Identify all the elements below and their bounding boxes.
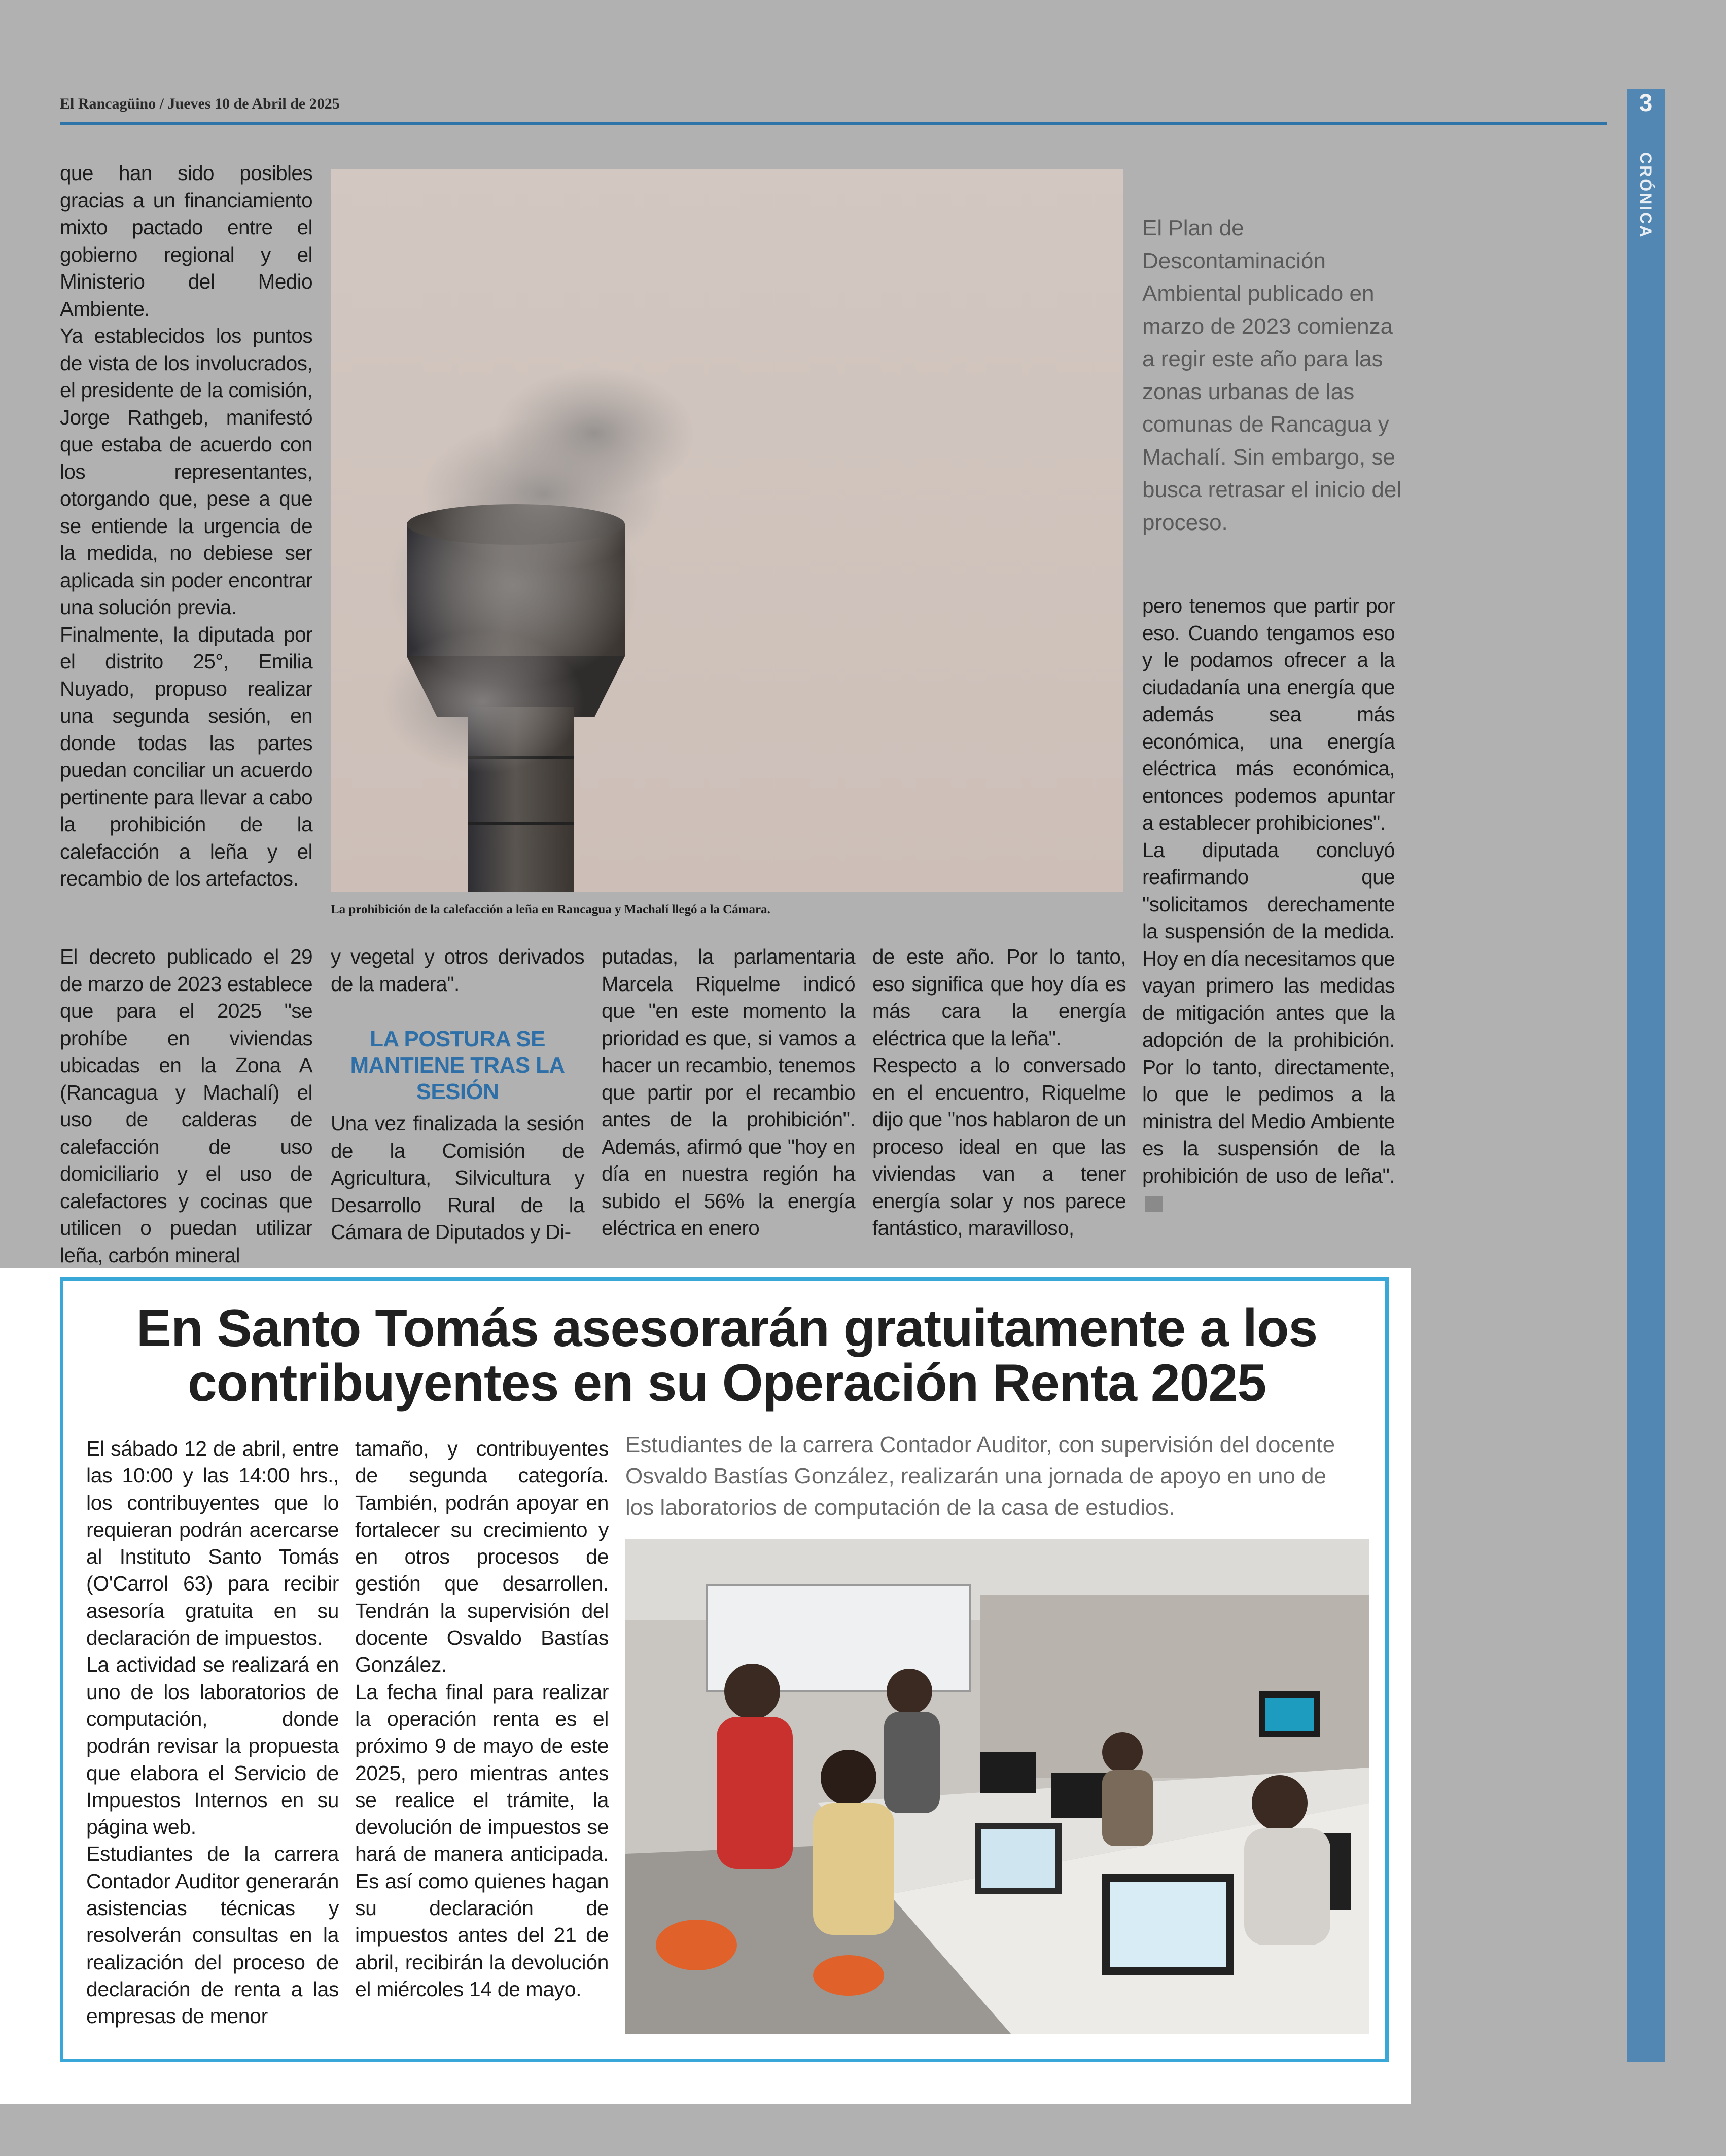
end-of-article-icon xyxy=(1145,1196,1163,1212)
article2-title: En Santo Tomás asesorarán gratuitamente a los contribuyentes en su Operación Renta 2025 xyxy=(136,1299,1318,1412)
article2-column-1 xyxy=(86,1435,339,2030)
article2-deck: Estudiantes de la carrera Contador Auditor, con supervisión del docente Osvaldo Bastías González, realizarán una jornada de apoyo en uno de los laboratorios de computación de la casa de estudios. xyxy=(625,1432,1335,1520)
paragraph: putadas, la parlamentaria Marcela Riquelme indicó que "en este momento la prioridad es que, si vamos a hacer un recambio, tenemos que partir por el recambio antes de la prohibición". Además, afirmó que "hoy en día en nuestra región ha subido el 56% la energía eléctrica en enero xyxy=(602,945,855,1240)
paragraph: tamaño, y contribuyentes de segunda categoría. También, podrán apoyar en fortalecer su crecimiento y en otros procesos de gestión que desarrollen. Tendrán la supervisión del docente Osvaldo Bastías González. xyxy=(355,1437,609,1677)
paragraph xyxy=(1142,837,1395,1217)
paragraph: Respecto a lo conversado en el encuentro, Riquelme dijo que "nos hablaron de un proceso ideal en que las viviendas van a tener energía solar y nos parece fantástico, maravilloso, xyxy=(872,1053,1126,1240)
paragraph: Finalmente, la diputada por el distrito 25°, Emilia Nuyado, propuso realizar una segunda sesión, en donde todas las partes puedan conciliar un acuerdo pertinente para llevar a cabo la prohibición de la calefacción a leña y el recambio de los artefactos. xyxy=(60,622,312,890)
article1-column-6 xyxy=(1142,592,1395,1217)
paragraph: El decreto publicado el 29 de marzo de 2023 establece que para el 2025 "se prohíbe en viviendas ubicadas en la Zona A (Rancagua y Machalí) el uso de calderas de calefacción de uso domiciliario y el uso de calefactores y cocinas que utilicen o puedan utilizar leña, carbón mineral xyxy=(60,945,312,1267)
page-number: 3 xyxy=(1639,90,1653,117)
paragraph: La fecha final para realizar la operación renta es el próximo 9 de mayo de este 2025, pero mientras antes se realice el trámite, la devolución de impuestos se hará de manera anticipada. Es así como quienes hagan su declaración de impuestos antes del 21 de abril, recibirán la devolución el miércoles 14 de mayo. xyxy=(355,1680,609,2001)
chimney-smoke-photo xyxy=(331,169,1123,892)
pull-quote: El Plan de Descontaminación Ambiental publicado en marzo de 2023 comienza a regir este año para las zonas urbanas de las comunas de Rancagua y Machalí. Sin embargo, se busca retrasar el inicio del proceso. xyxy=(1142,216,1402,535)
article1-column-1 xyxy=(60,160,312,893)
paragraph: El sábado 12 de abril, entre las 10:00 y las 14:00 hrs., los contribuyentes que lo requieran podrán acercarse al Instituto Santo Tomás (O'Carrol 63) para recibir asesoría gratuita en su declaración de impuestos. xyxy=(86,1437,339,1650)
article2-column-2 xyxy=(355,1435,609,2003)
section-sidebar xyxy=(1627,89,1665,2062)
paragraph: Una vez finalizada la sesión de la Comisión de Agricultura, Silvicultura y Desarrollo Rural de la Cámara de Diputados y Di- xyxy=(331,1112,584,1244)
paragraph: de este año. Por lo tanto, eso significa que hoy día es más cara la energía eléctrica que la leña". xyxy=(872,945,1126,1050)
paragraph: que han sido posibles gracias a un financiamiento mixto pactado entre el gobierno regional y el Ministerio del Medio Ambiente. xyxy=(60,161,312,321)
header-rule xyxy=(60,122,1607,125)
article1-column-3 xyxy=(331,943,584,1246)
paragraph: La actividad se realizará en uno de los laboratorios de computación, donde podrán revisar la propuesta que elabora el Servicio de Impuestos Internos en su página web. xyxy=(86,1653,339,1839)
running-head: El Rancagüino / Jueves 10 de Abril de 2025 xyxy=(60,95,340,112)
paragraph: Ya establecidos los puntos de vista de los involucrados, el presidente de la comisión, Jorge Rathgeb, manifestó que estaba de acuerdo con los representantes, otorgando que, pese a que se entiende la urgencia de la medida, no debiese ser aplicada sin poder encontrar una solución previa. xyxy=(60,324,312,619)
article1-column-2 xyxy=(60,943,312,1269)
subhead: LA POSTURA SE MANTIENE TRAS LA SESIÓN xyxy=(350,1027,565,1104)
section-label: CRÓNICA xyxy=(1637,152,1655,239)
article1-column-4 xyxy=(602,943,855,1242)
paragraph: pero tenemos que partir por eso. Cuando tengamos eso y le podamos ofrecer a la ciudadanía una energía que además sea más económica, una energía eléctrica más económica, entonces podemos apuntar a establecer prohibiciones". xyxy=(1142,594,1395,834)
article1-column-5 xyxy=(872,943,1126,1242)
photo-caption: La prohibición de la calefacción a leña en Rancagua y Machalí llegó a la Cámara. xyxy=(331,903,770,916)
paragraph: Estudiantes de la carrera Contador Auditor generarán asistencias técnicas y resolverán consultas en la realización del proceso de declaración de renta a las empresas de menor xyxy=(86,1842,339,2028)
paragraph: y vegetal y otros derivados de la madera". xyxy=(331,945,584,996)
paragraph-text: La diputada concluyó reafirmando que "solicitamos derechamente la suspensión de la medida. Hoy en día necesitamos que vayan primero las medidas de mitigación antes que la adopción de la prohibición. Por lo tanto, directamente, lo que le pedimos a la ministra del Medio Ambiente es la suspensión de la prohibición de uso de leña". xyxy=(1142,838,1395,1187)
computer-lab-photo xyxy=(625,1539,1369,2034)
